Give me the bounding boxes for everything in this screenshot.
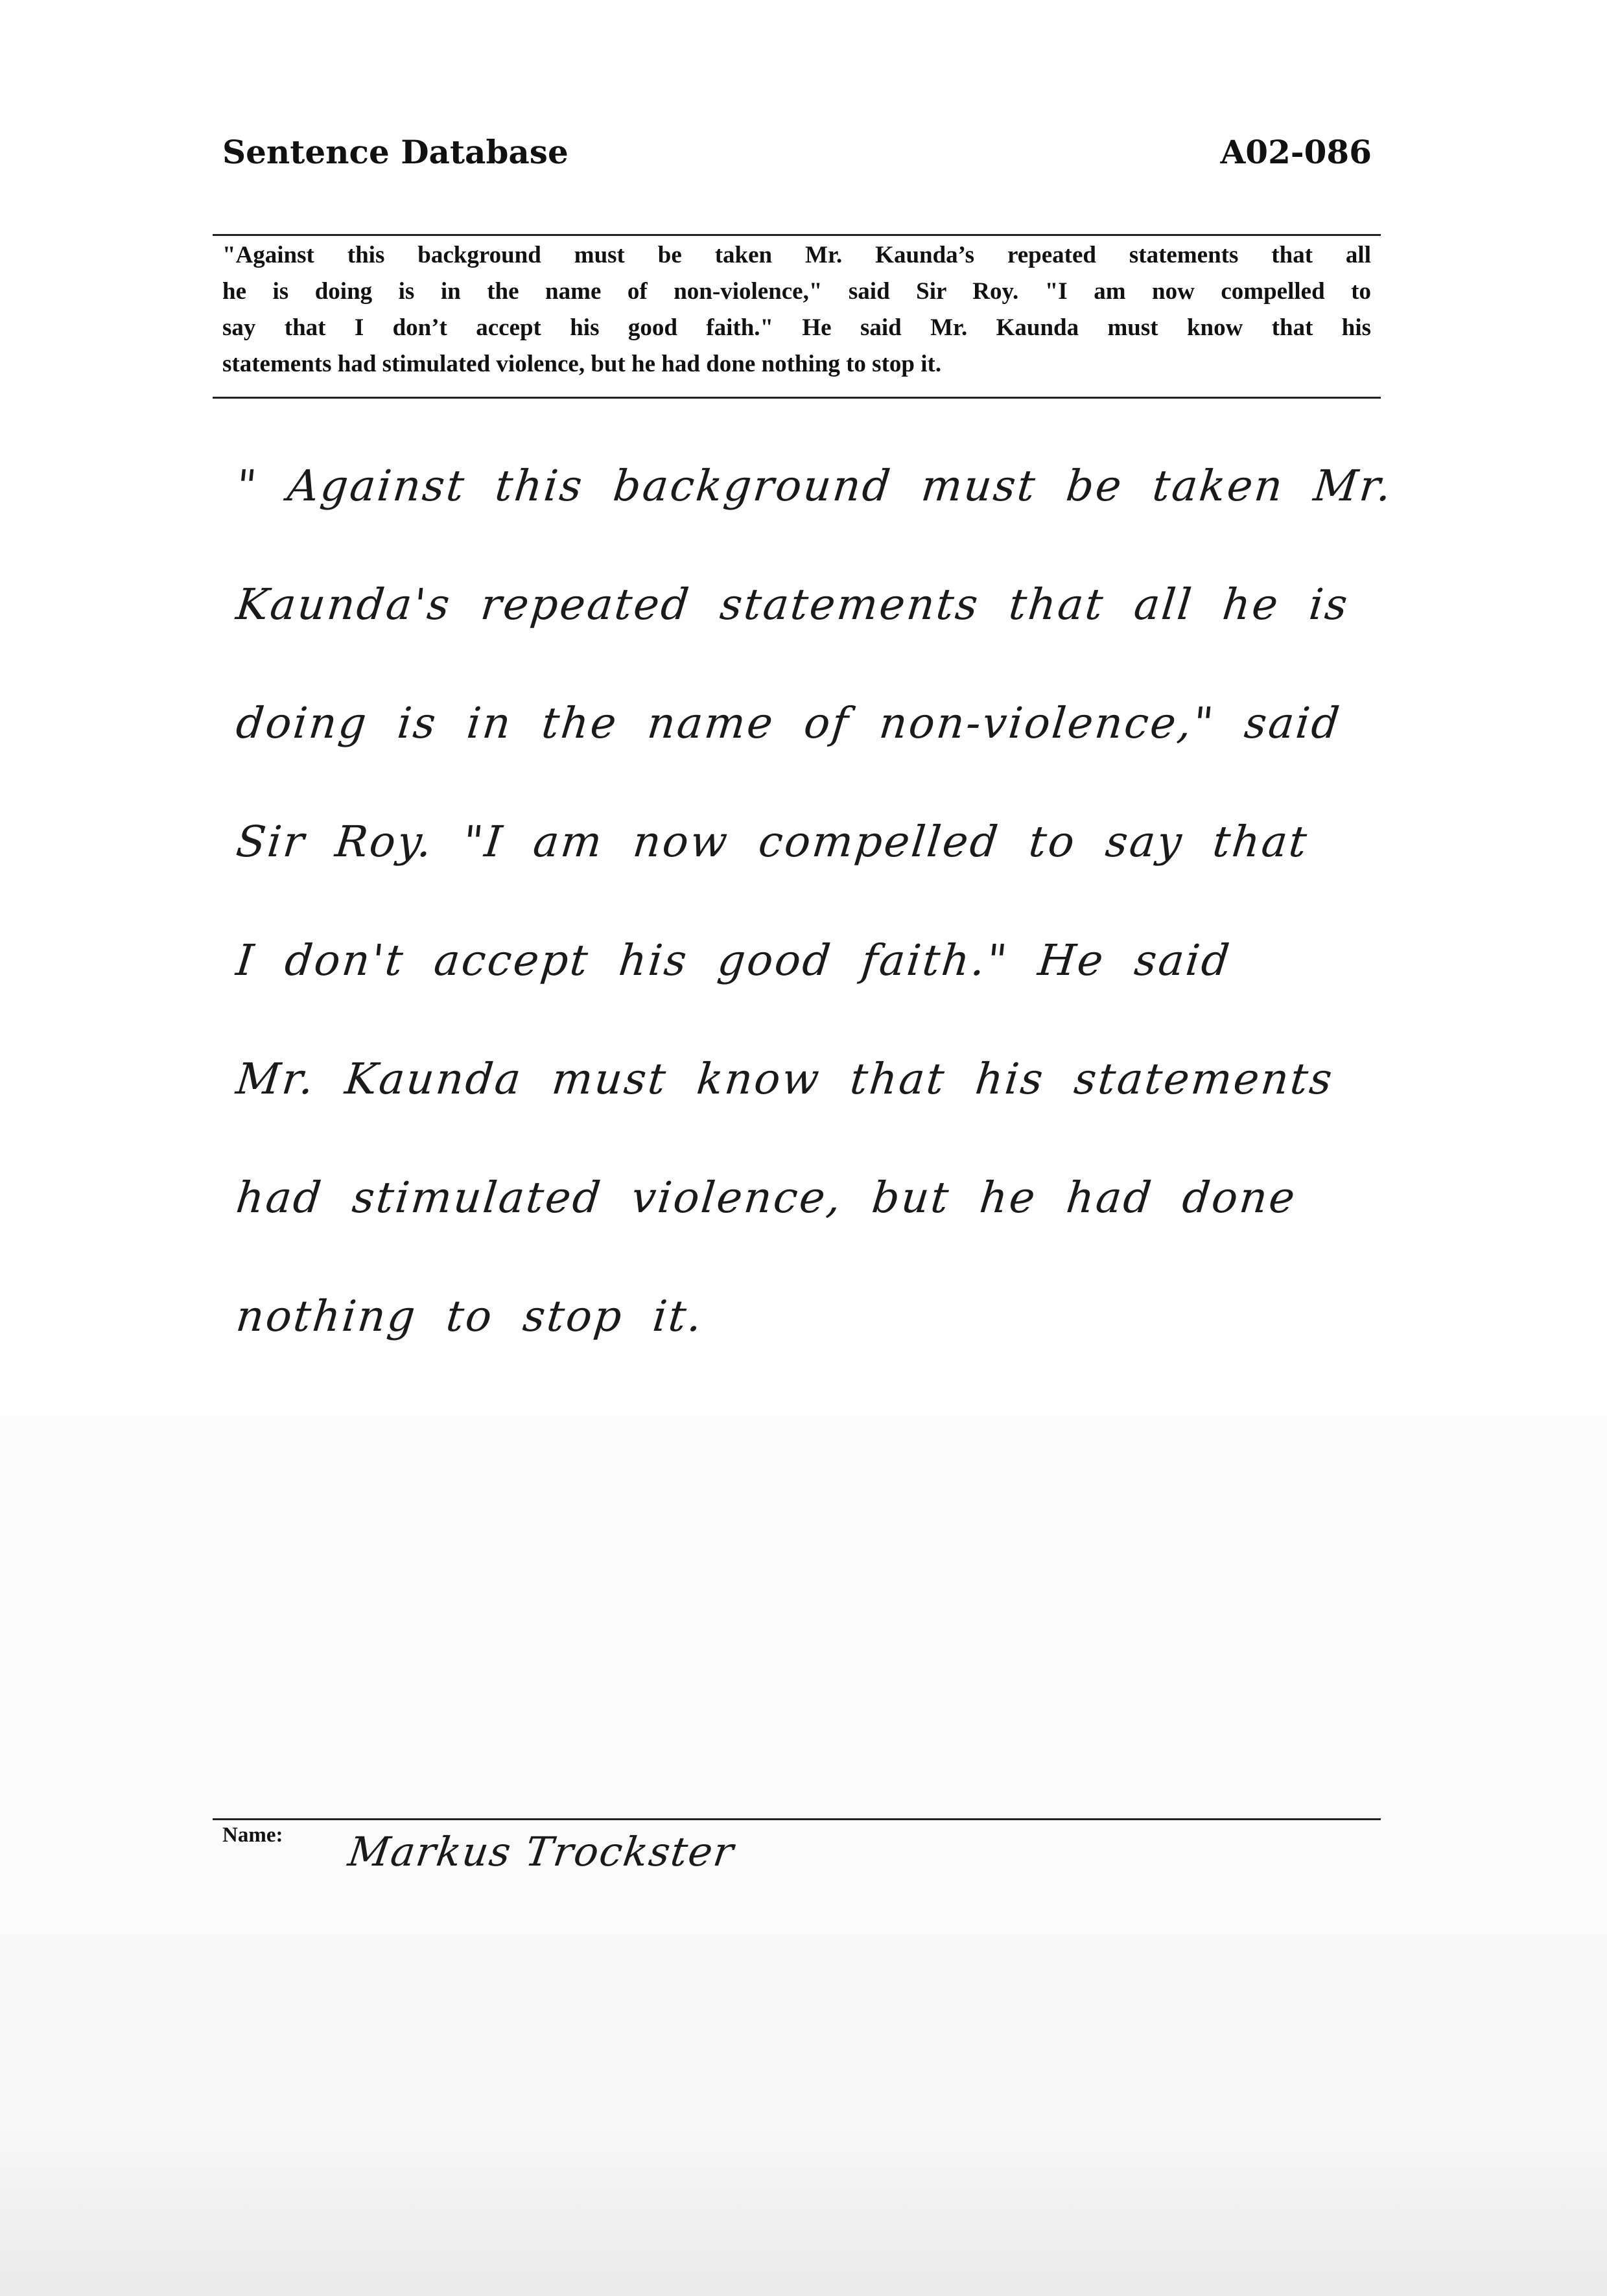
- name-divider: [213, 1818, 1381, 1820]
- prompt-line-2: he is doing is in the name of non-violence," said Sir Roy. "I am now compelled to: [222, 278, 1371, 305]
- handwritten-line-1: " Against this background must be taken Mr.: [233, 461, 1396, 511]
- handwritten-line-8: nothing to stop it.: [233, 1291, 707, 1341]
- handwritten-line-7: had stimulated violence, but he had done: [233, 1173, 1300, 1223]
- prompt-line-3: say that I don’t accept his good faith." He said Mr. Kaunda must know that his: [222, 314, 1371, 341]
- prompt-line-1: "Against this background must be taken Mr. Kaunda’s repeated statements that all: [222, 242, 1371, 268]
- printed-prompt: [222, 237, 1371, 393]
- prompt-line-4: statements had stimulated violence, but he had done nothing to stop it.: [222, 351, 942, 377]
- name-label: Name:: [222, 1823, 283, 1847]
- top-divider: [213, 234, 1381, 236]
- prompt-divider: [213, 397, 1381, 399]
- handwritten-line-5: I don't accept his good faith." He said: [233, 935, 1234, 985]
- handwritten-text: [233, 454, 1396, 1403]
- handwritten-line-2: Kaunda's repeated statements that all he is: [233, 580, 1352, 629]
- page-title: Sentence Database: [222, 133, 569, 171]
- signature: Markus Trockster: [345, 1828, 738, 1875]
- form-id: A02-086: [1220, 133, 1372, 171]
- handwritten-line-6: Mr. Kaunda must know that his statements: [233, 1054, 1337, 1104]
- handwritten-line-4: Sir Roy. "I am now compelled to say that: [233, 817, 1311, 867]
- scan-shadow: [0, 2126, 1607, 2296]
- handwritten-line-3: doing is in the name of non-violence," said: [233, 698, 1344, 748]
